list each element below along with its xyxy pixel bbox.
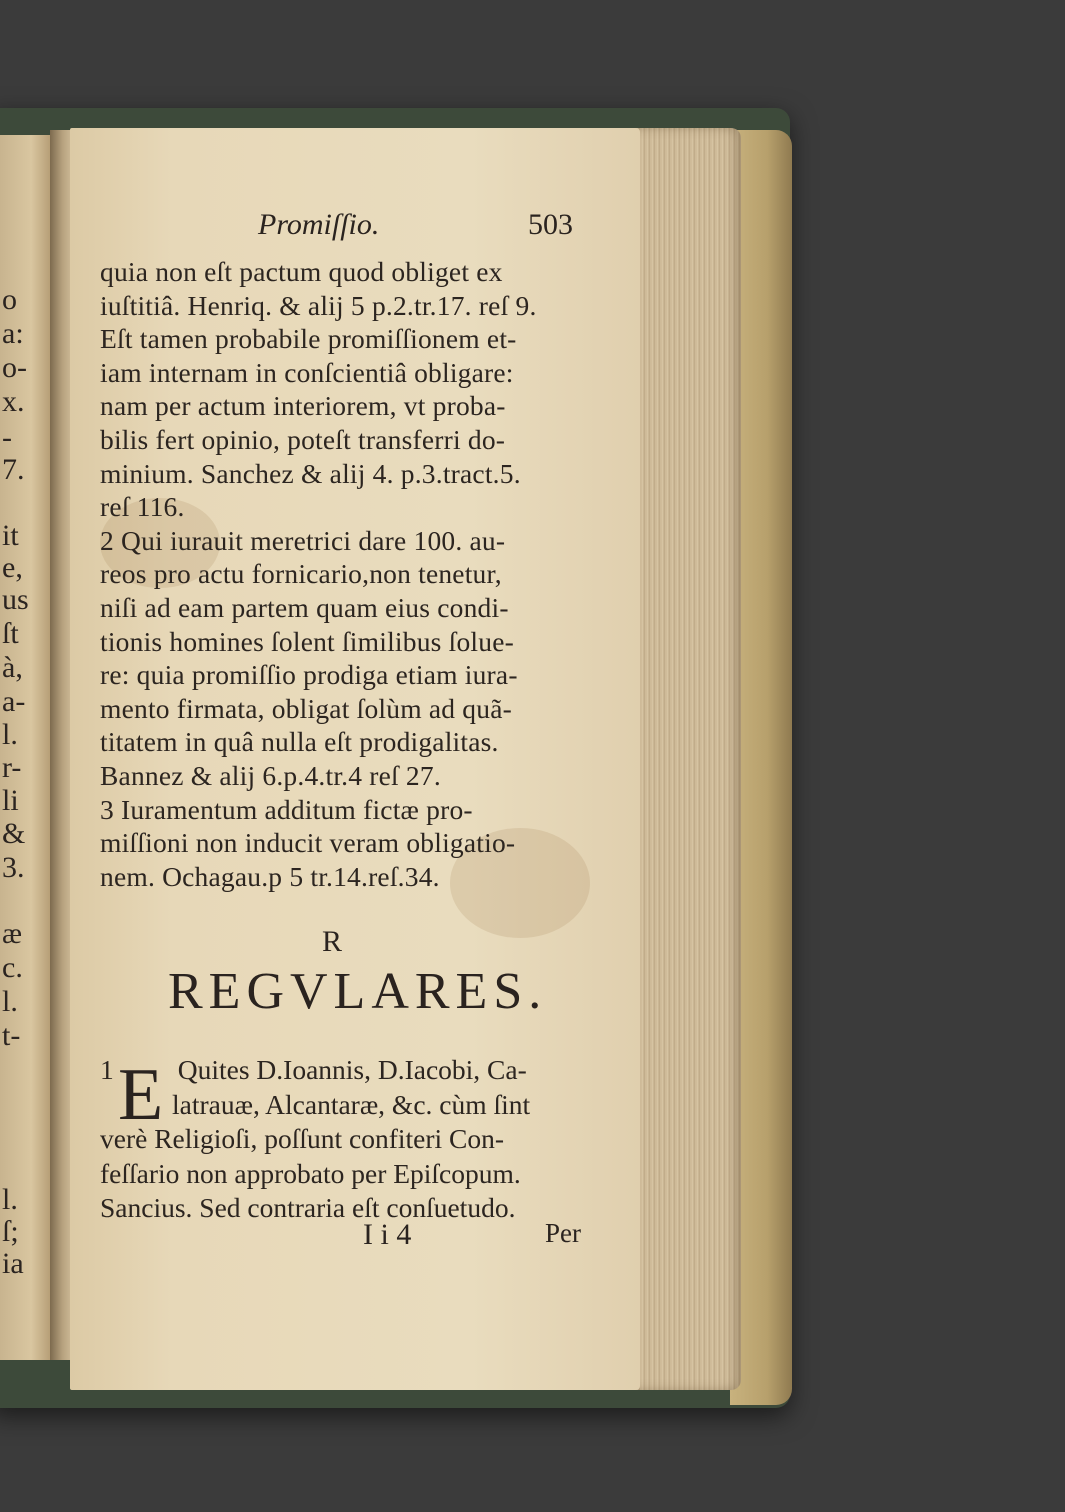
left-fragment: l. <box>2 1183 18 1216</box>
text-line: 2 Qui iurauit meretrici dare 100. au- <box>100 524 506 556</box>
left-fragment: us <box>2 583 29 616</box>
text-line: miſſioni non inducit veram obligatio- <box>100 827 516 859</box>
text-line: latrauæ, Alcantaræ, &c. cùm ſint <box>172 1088 531 1120</box>
text-line: nam per actum interiorem, vt proba- <box>100 390 506 422</box>
left-fragment: ſ; <box>2 1215 19 1248</box>
left-fragment: t- <box>2 1019 21 1052</box>
regulares-paragraph <box>100 1053 595 1226</box>
text-line: quia non eſt pactum quod obliget ex <box>100 256 503 287</box>
left-fragment: æ <box>2 917 23 950</box>
left-fragment: x. <box>2 385 25 418</box>
paragraph-number-line <box>100 1053 595 1088</box>
left-fragment: l. <box>2 718 18 751</box>
text-line: feſſario non approbato per Epiſcopum. <box>100 1157 521 1189</box>
left-fragment: ia <box>2 1247 24 1280</box>
catchword: Per <box>545 1218 581 1248</box>
text-line: reſ 116. <box>100 491 185 523</box>
left-fragment: o- <box>2 351 27 384</box>
text-line: mento firmata, obligat ſolùm ad quã- <box>100 692 512 724</box>
left-fragment: ſt <box>2 617 19 650</box>
paragraph-number: 1 <box>100 1054 114 1085</box>
text-line: bilis fert opinio, poteſt transferri do- <box>100 423 506 455</box>
left-fragment: c. <box>2 951 23 984</box>
text-line: Eſt tamen probabile promiſſionem et- <box>100 323 517 355</box>
body-text <box>100 255 592 893</box>
text-line: Bannez & alij 6.p.4.tr.4 reſ 27. <box>100 759 441 791</box>
text-line: re: quia promiſſio prodiga etiam iura- <box>100 659 518 691</box>
left-fragment: & <box>2 817 26 850</box>
text-line: titatem in quâ nulla eſt prodigalitas. <box>100 726 499 758</box>
left-fragment: o <box>2 283 17 316</box>
left-fragment: 3. <box>2 851 25 884</box>
text-line: niſi ad eam partem quam eius condi- <box>100 591 509 623</box>
text-line: minium. Sanchez & alij 4. p.3.tract.5. <box>100 457 521 489</box>
section-title: REGVLARES. <box>168 963 548 1020</box>
left-fragment: li <box>2 784 19 817</box>
drop-capital: E <box>118 1054 164 1136</box>
page-number: 503 <box>528 208 573 241</box>
left-fragment: 7. <box>2 453 25 486</box>
text-line: Sancius. Sed contraria eſt conſuetudo. <box>100 1192 516 1223</box>
left-fragment: à, <box>2 651 23 684</box>
text-line: iam internam in conſcientiâ obligare: <box>100 356 514 388</box>
text-line: tionis homines ſolent ſimilibus ſolue- <box>100 625 514 657</box>
left-fragment: - <box>2 421 12 454</box>
text-line: verè Religioſi, poſſunt confiteri Con- <box>100 1123 505 1154</box>
left-fragment: r- <box>2 751 22 784</box>
text-line: iuſtitiâ. Henriq. & alij 5 p.2.tr.17. reſ 9. <box>100 289 537 321</box>
left-fragment: it <box>2 519 19 552</box>
running-head: Promiſſio. <box>258 208 380 241</box>
text-line: reos pro actu fornicario,non tenetur, <box>100 558 502 590</box>
text-line: nem. Ochagau.p 5 tr.14.reſ.34. <box>100 860 440 892</box>
text-line: 3 Iuramentum additum fictæ pro- <box>100 793 473 825</box>
left-fragment: a: <box>2 317 24 350</box>
section-letter: R <box>322 925 343 958</box>
text-line: Quites D.Ioannis, D.Iacobi, Ca- <box>177 1054 527 1085</box>
left-page-fragment <box>0 135 52 1360</box>
left-fragment: e, <box>2 551 23 584</box>
signature-mark: I i 4 <box>363 1218 412 1251</box>
left-fragment: a- <box>2 685 26 718</box>
left-fragment: l. <box>2 985 18 1018</box>
